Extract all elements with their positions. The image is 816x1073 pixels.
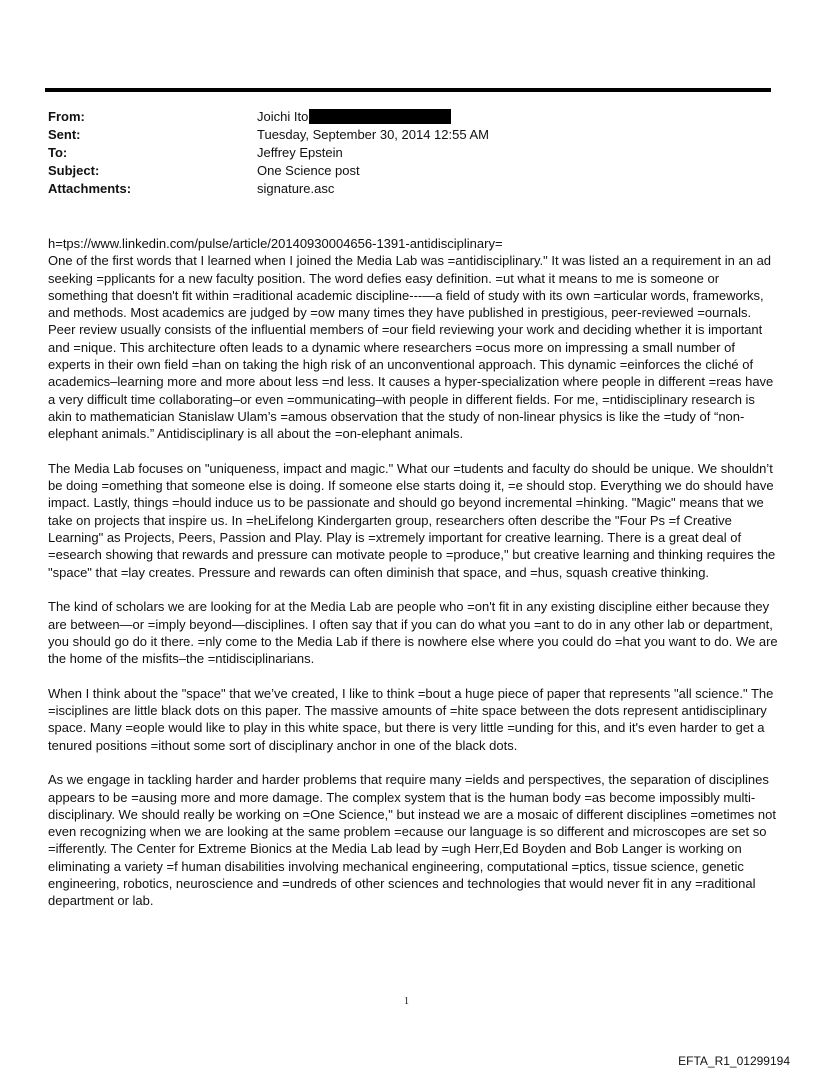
attachments-label: Attachments: bbox=[48, 181, 132, 196]
header-row-subject bbox=[48, 162, 768, 180]
to-label: To: bbox=[48, 145, 68, 160]
from-label: From: bbox=[48, 109, 85, 124]
body-paragraph: One of the first words that I learned when I joined the Media Lab was =antidisciplinary." It was listed an a requirement in an ad seeking =pplicants for a new faculty position. The word defies easy definition. =ut what it means to me is someone or something that doesn't fit within =raditional academic discipline---—a field of study with its own =articular words, frameworks, and methods. Most academics are judged by =ow many times they have published in prestigious, peer-reviewed =ournals. Peer review usually consists of the influential members of =our field reviewing your work and deciding whether it is important and =nique. This architecture often leads to a dynamic where researchers =ocus more on impressing a small number of experts in their own field =han on taking the high risk of an unconventional approach. This dynamic =einforces the cliché of academics–learning more and more about less =nd less. It causes a hyper-specialization where people in different =reas have a very difficult time collaborating–or even =ommunicating–with people in different fields. For me, =ntidisciplinary research is akin to mathematician Stanislaw Ulam’s =amous observation that the study of non-linear physics is like the =tudy of “non-elephant animals.” Antidisciplinary is all about the =on-elephant animals. bbox=[48, 253, 774, 442]
subject-value: One Science post bbox=[257, 163, 360, 178]
subject-label: Subject: bbox=[48, 163, 100, 178]
header-row-to bbox=[48, 144, 768, 162]
email-header bbox=[48, 108, 768, 198]
header-divider bbox=[45, 88, 771, 92]
article-url: h=tps://www.linkedin.com/pulse/article/20140930004656-1391-antidisciplinary= bbox=[48, 236, 503, 251]
attachment-file: signature.asc bbox=[257, 181, 335, 196]
body-paragraph: As we engage in tackling harder and harder problems that require many =ields and perspectives, the separation of disciplines appears to be =ausing more and more damage. The complex system that is the human body =as become impossibly multi-disciplinary. We should really be working on =One Science," but instead we are a mosaic of different disciplines =ometimes not even recognizing when we are looking at the same problem =ecause our language is so different and microscopes are set so =ifferently. The Center for Extreme Bionics at the Media Lab lead by =ugh Herr,Ed Boyden and Bob Langer is working on eliminating a variety =f human disabilities involving mechanical engineering, computational =ptics, tissue science, genetic engineering, robotics, neuroscience and =undreds of other sciences and technologies that would never fit in any =raditional department or lab. bbox=[48, 772, 776, 909]
header-row-sent bbox=[48, 126, 768, 144]
sent-value: Tuesday, September 30, 2014 12:55 AM bbox=[257, 127, 489, 142]
from-value bbox=[257, 108, 451, 126]
sender-name: Joichi Ito bbox=[257, 109, 309, 124]
body-paragraph: The kind of scholars we are looking for at the Media Lab are people who =on't fit in any existing discipline either because they are between—or =imply beyond—disciplines. I often say that if you can do what you =ant to do in any other lab or department, you should go do it there. =nly come to the Media Lab if there is nowhere else where you could do =hat you want to do. We are the home of the misfits–the =ntidisciplinarians. bbox=[48, 599, 778, 667]
to-value: Jeffrey Epstein bbox=[257, 145, 343, 160]
body-paragraph: When I think about the "space" that we’ve created, I like to think =bout a huge piece of paper that represents "all science." The =isciplines are little black dots on this paper. The massive amounts of =hite space between the dots represent antidisciplinary space. Many =eople would like to play in this white space, but there is very little =unding for this, and it's even harder to get a tenured positions =ithout some sort of disciplinary anchor in one of the black dots. bbox=[48, 685, 774, 753]
sent-label: Sent: bbox=[48, 127, 81, 142]
body-paragraph: The Media Lab focuses on "uniqueness, impact and magic." What our =tudents and faculty do should be unique. We shouldn’t be doing =omething that someone else is doing. If someone else starts doing it, =e should stop. Everything we do should have impact. Lastly, things =hould induce us to be passionate and should go beyond incremental =hinking. "Magic" means that we take on projects that inspire us. In =heLifelong Kindergarten group, researchers often describe the "Four Ps =f Creative Learning" as Projects, Peers, Passion and Play. Play is =xtremely important for creative learning. There is a great deal of =esearch showing that rewards and pressure can motivate people to =produce," but creative learning and thinking requires the "space" that =lay creates. Pressure and rewards can often diminish that space, and =hus, squash creative thinking. bbox=[48, 460, 776, 580]
redaction-box bbox=[309, 109, 451, 124]
header-row-attachments bbox=[48, 180, 768, 198]
page-number: 1 bbox=[404, 996, 409, 1007]
email-body bbox=[48, 235, 778, 927]
bates-number: EFTA_R1_01299194 bbox=[678, 1054, 790, 1068]
header-row-from bbox=[48, 108, 768, 126]
